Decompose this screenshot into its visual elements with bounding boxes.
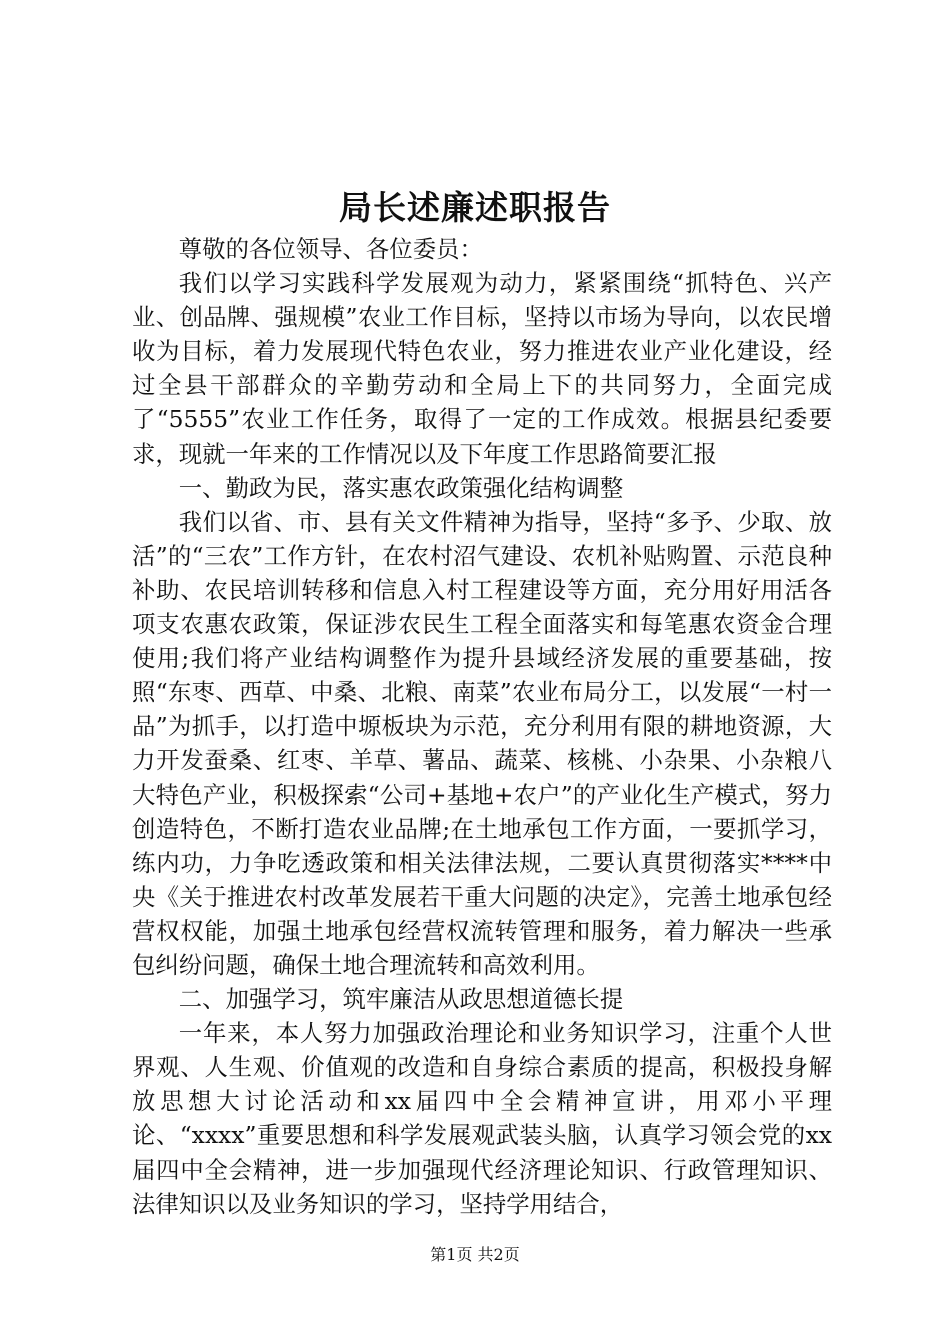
section-heading-2: 二、加强学习，筑牢廉洁从政思想道德长提 [178, 985, 624, 1014]
salutation-paragraph: 尊敬的各位领导、各位委员： [178, 235, 483, 263]
document-title: 局长述廉述职报告 [339, 188, 611, 227]
section-heading-1: 一、勤政为民，落实惠农政策强化结构调整 [178, 473, 624, 502]
page-number-footer: 第1页 共2页 [430, 1245, 520, 1264]
section-2-paragraph: 一年来，本人努力加强政治理论和业务知识学习，注重个人世界观、人生观、价值观的改造和自身综合素质的提高，积极投身解放思想大讨论活动和xx届四中全会精神宣讲，用邓小平理论、“xxxx”重要思想和科学发展观武装头脑，认真学习领会党的xx届四中全会精神，进一步加强现代经济理论知识、行政管理知识、法律知识以及业务知识的学习，坚持学用结合， [132, 1019, 832, 1218]
section-1-paragraph: 我们以省、市、县有关文件精神为指导，坚持“多予、少取、放活”的“三农”工作方针，在农村沼气建设、农机补贴购置、示范良种补助、农民培训转移和信息入村工程建设等方面，充分用好用活各项支农惠农政策，保证涉农民生工程全面落实和每笔惠农资金合理使用;我们将产业结构调整作为提升县域经济发展的重要基础，按照“东枣、西草、中桑、北粮、南菜”农业布局分工，以发展“一村一品”为抓手，以打造中塬板块为示范，充分利用有限的耕地资源，大力开发蚕桑、红枣、羊草、薯品、蔬菜、核桃、小杂果、小杂粮八大特色产业，积极探索“公司+基地+农户”的产业化生产模式，努力创造特色，不断打造农业品牌;在土地承包工作方面，一要抓学习，练内功，力争吃透政策和相关法律法规，二要认真贯彻落实****中央《关于推进农村改革发展若干重大问题的决定》，完善土地承包经营权权能，加强土地承包经营权流转管理和服务，着力解决一些承包纠纷问题，确保土地合理流转和高效利用。 [132, 507, 832, 979]
document-body [132, 232, 832, 1221]
intro-paragraph: 我们以学习实践科学发展观为动力，紧紧围绕“抓特色、兴产业、创品牌、强规模”农业工作目标，坚持以市场为导向，以农民增收为目标，着力发展现代特色农业，努力推进农业产业化建设，经过全县干部群众的辛勤劳动和全局上下的共同努力，全面完成了“5555”农业工作任务，取得了一定的工作成效。根据县纪委要求，现就一年来的工作情况以及下年度工作思路简要汇报 [132, 269, 832, 468]
